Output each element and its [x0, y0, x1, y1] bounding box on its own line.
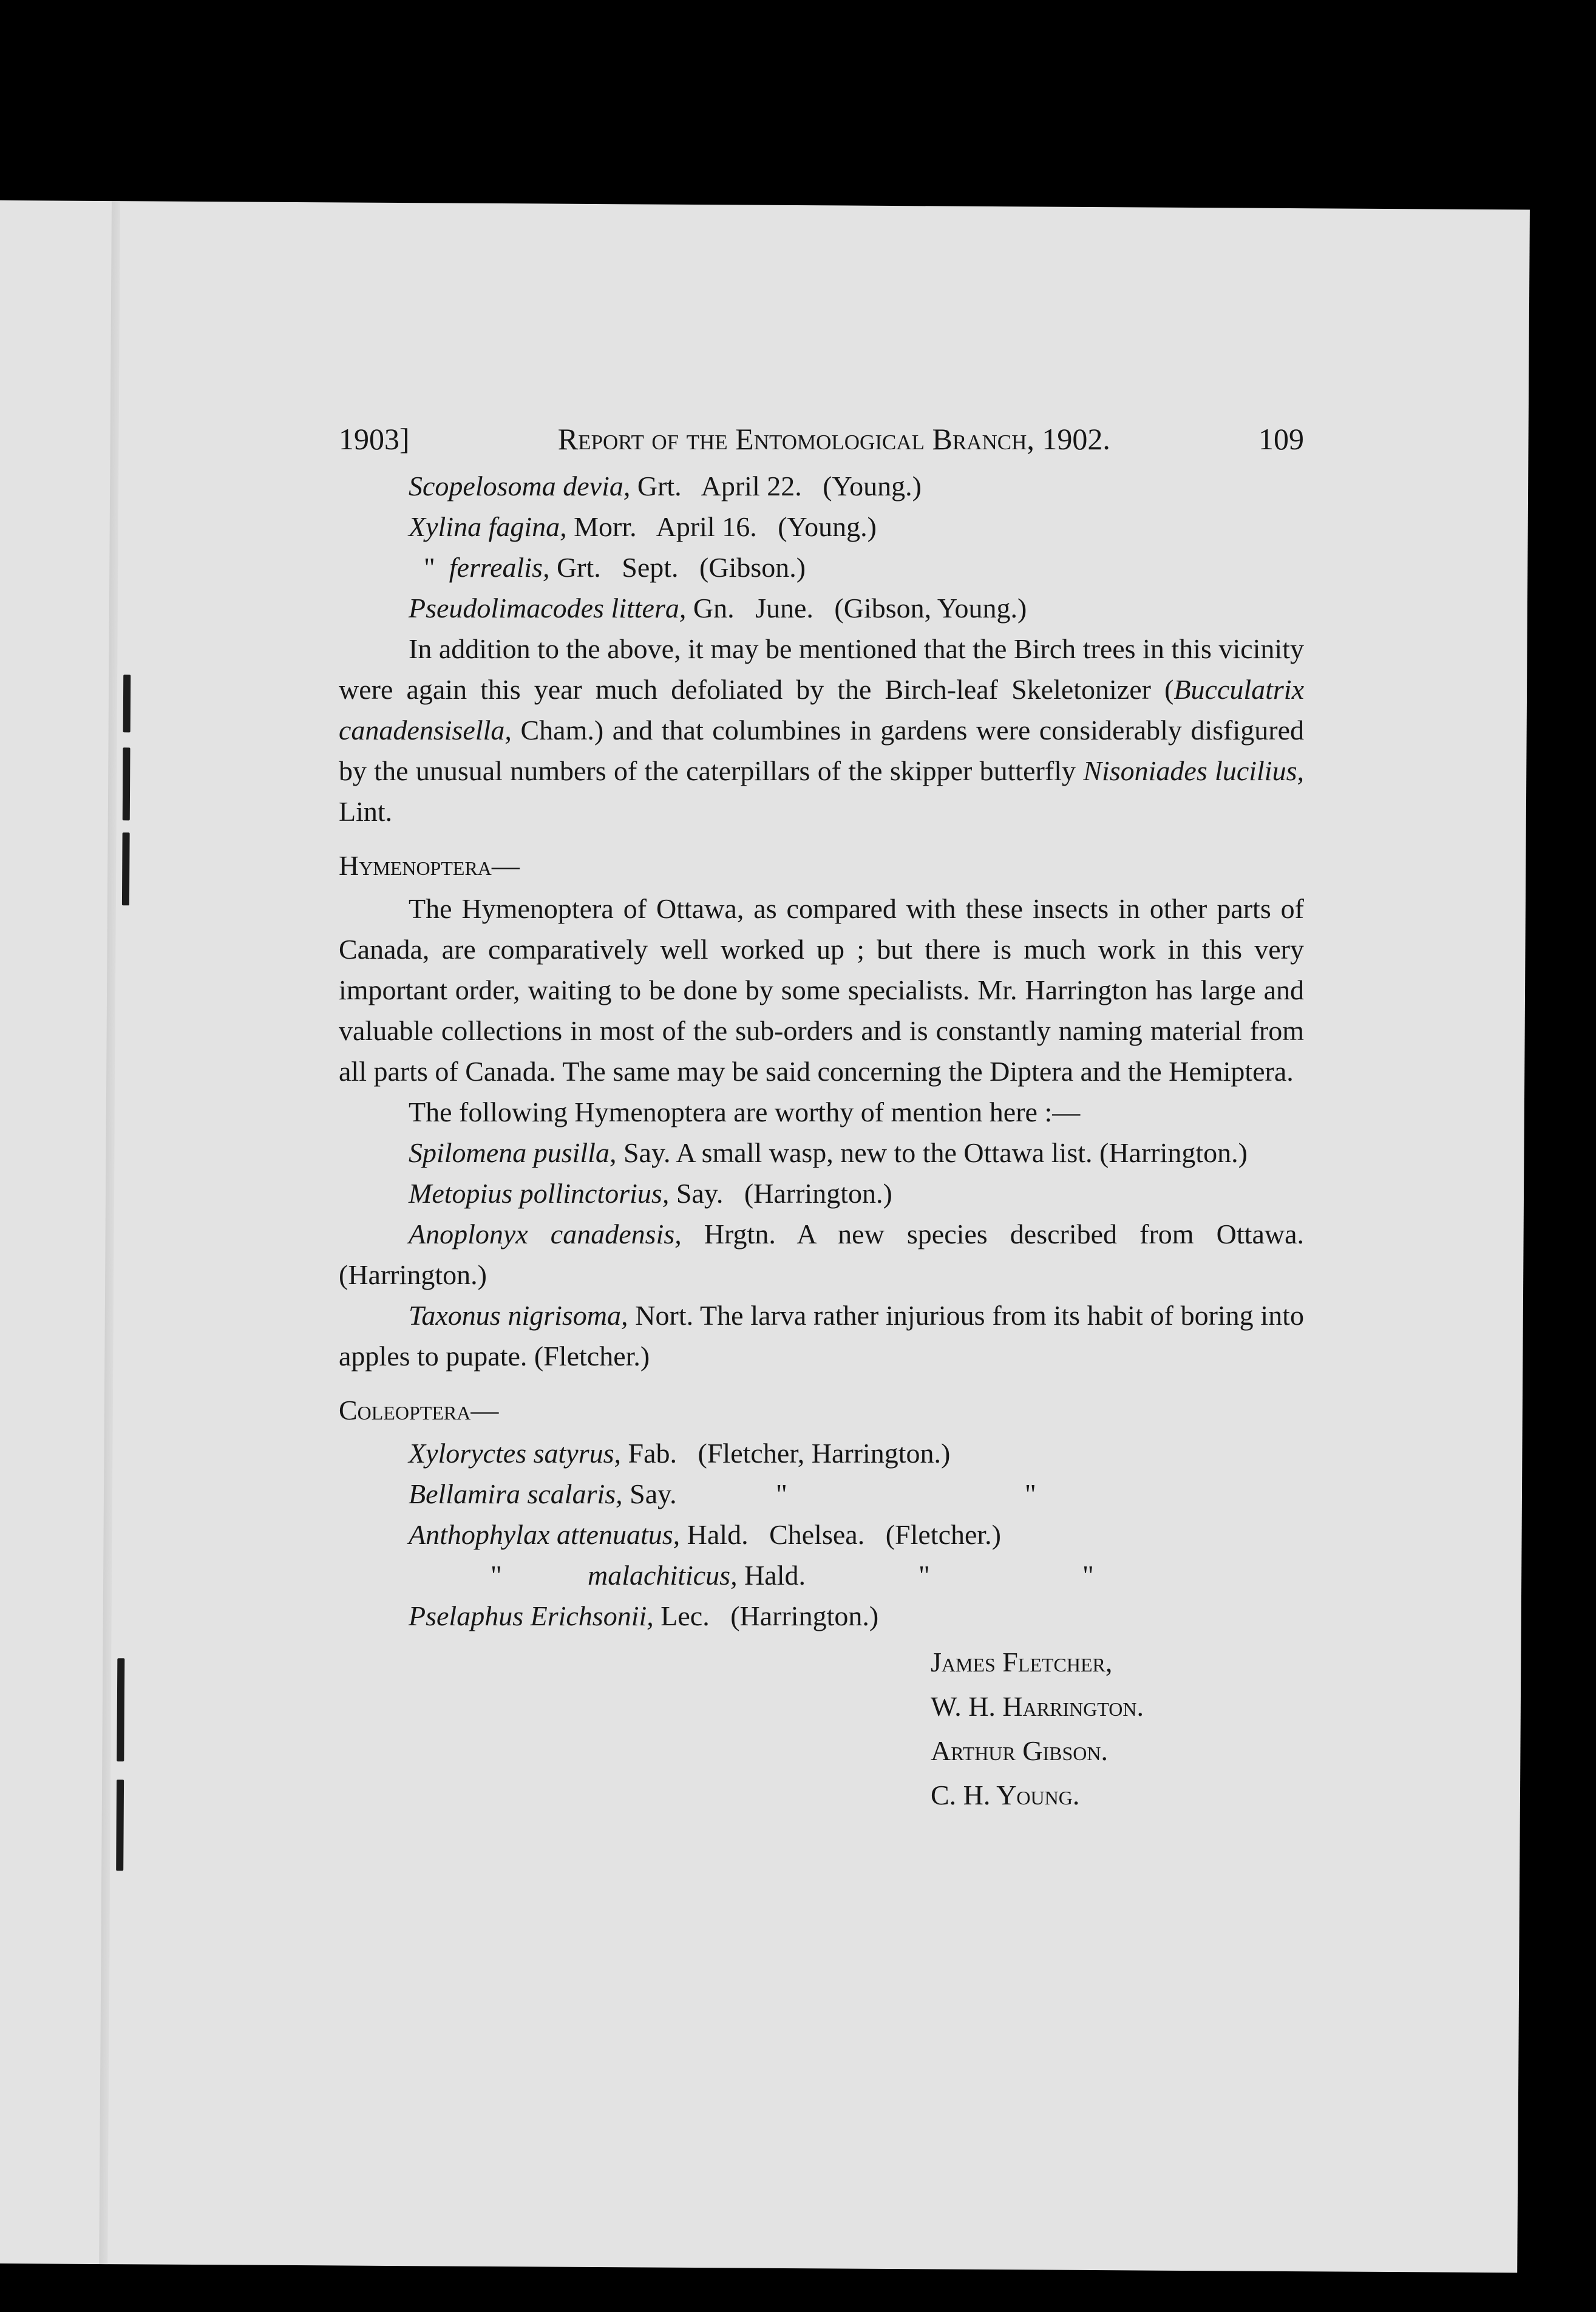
signature-block — [931, 1640, 1304, 1817]
species-entry — [339, 547, 1304, 588]
birch-paragraph — [339, 628, 1304, 832]
section-heading-hymenoptera: Hymenoptera— — [339, 850, 520, 881]
header-page-number: 109 — [1258, 422, 1304, 456]
entry-details: Hald. — [737, 1560, 806, 1591]
species-name: Scopelosoma devia, — [409, 471, 631, 501]
species-entry — [339, 1555, 1304, 1596]
binding-mark — [123, 675, 131, 732]
ditto-mark: " — [919, 1560, 930, 1591]
entry-details: Grt. April 22. (Young.) — [630, 471, 922, 501]
species-entry — [339, 1474, 1304, 1514]
signatory-name: W. H. Harrington. — [931, 1691, 1144, 1722]
species-entry — [339, 1596, 1304, 1636]
signatory-name: C. H. Young. — [931, 1780, 1080, 1810]
header-title: Report of the Entomological Branch, 1902. — [557, 422, 1110, 456]
entry-details: Say. — [622, 1478, 677, 1509]
species-name: ferrealis, — [449, 552, 550, 583]
signatory-name: Arthur Gibson. — [931, 1735, 1108, 1766]
species-name: Xyloryctes satyrus, — [409, 1438, 622, 1469]
species-entry — [339, 1173, 1304, 1214]
species-entry — [339, 1295, 1304, 1376]
section-heading-coleoptera: Coleoptera— — [339, 1395, 499, 1426]
entry-details: Lec. (Harrington.) — [653, 1600, 879, 1631]
species-entry — [339, 1214, 1304, 1295]
entry-details: Fab. (Fletcher, Harrington.) — [621, 1438, 951, 1469]
entry-details: Gn. June. (Gibson, Young.) — [686, 593, 1027, 624]
ditto-mark: " — [424, 552, 449, 583]
binding-mark — [116, 1780, 124, 1871]
binding-mark — [117, 1658, 124, 1761]
ditto-mark: " — [491, 1560, 502, 1591]
entry-details: Hrgtn. A new species described from Ottawa. (Harrington.) — [339, 1219, 1304, 1290]
species-name: malachiticus, — [588, 1560, 738, 1591]
species-name: Bucculatrix canadensisella, — [339, 674, 1304, 746]
entry-details: Hald. Chelsea. (Fletcher.) — [680, 1519, 1001, 1550]
ditto-mark: " — [776, 1478, 787, 1509]
signatory-name: James Fletcher, — [931, 1647, 1113, 1678]
binding-mark — [122, 832, 130, 905]
ditto-mark: " — [1082, 1560, 1094, 1591]
paragraph-text: Lint. — [339, 796, 393, 827]
species-entry — [339, 466, 1304, 506]
ditto-mark: " — [1025, 1478, 1036, 1509]
species-entry — [339, 1514, 1304, 1555]
species-name: Nisoniades lucilius, — [1083, 755, 1304, 786]
entry-details: Morr. April 16. (Young.) — [566, 511, 877, 542]
entry-details: Nort. The larva rather injurious from its habit of boring into apples to pupate. (Fletcher.) — [339, 1300, 1304, 1372]
species-entry — [339, 1132, 1304, 1173]
species-name: Metopius pollinctorius, — [409, 1178, 670, 1209]
species-entry — [339, 506, 1304, 547]
paragraph-text: Cham.) and that columbines in gardens were considerably disfigured by the unusual numbers of the caterpillars of the skipper butterfly — [339, 715, 1304, 786]
running-header — [339, 419, 1304, 460]
species-name: Anthophylax attenuatus, — [409, 1519, 681, 1550]
species-name: Anoplonyx canadensis, — [409, 1219, 682, 1250]
species-name: Pseudolimacodes littera, — [409, 593, 687, 624]
species-name: Taxonus nigrisoma, — [409, 1300, 628, 1331]
page-gutter — [99, 201, 120, 2264]
entry-details: Say. A small wasp, new to the Ottawa list. (Harrington.) — [616, 1137, 1248, 1168]
species-name: Xylina fagina, — [409, 511, 567, 542]
species-entry — [339, 588, 1304, 628]
hymenoptera-intro: The following Hymenoptera are worthy of mention here :— — [409, 1096, 1081, 1127]
species-entry — [339, 1433, 1304, 1474]
paragraph-text: In addition to the above, it may be mentioned that the Birch trees in this vicinity were again this year much defoliated by the Birch-leaf Skeletonizer ( — [339, 633, 1304, 705]
hymenoptera-paragraph: The Hymenoptera of Ottawa, as compared with these insects in other parts of Canada, are comparatively well worked up ; but there is much work in this very important order, waiting to be done by some specialists. Mr. Harrington has large and valuable collections in most of the sub-orders and is constantly naming material from all parts of Canada. The same may be said concerning the Diptera and the Hemiptera. — [339, 893, 1304, 1087]
species-name: Bellamira scalaris, — [409, 1478, 623, 1509]
page-content — [339, 419, 1304, 1817]
binding-mark — [123, 747, 131, 820]
species-name: Spilomena pusilla, — [409, 1137, 617, 1168]
entry-details: Grt. Sept. (Gibson.) — [549, 552, 806, 583]
header-year: 1903] — [339, 422, 410, 456]
entry-details: Say. (Harrington.) — [669, 1178, 892, 1209]
species-name: Pselaphus Erichsonii, — [409, 1600, 654, 1631]
